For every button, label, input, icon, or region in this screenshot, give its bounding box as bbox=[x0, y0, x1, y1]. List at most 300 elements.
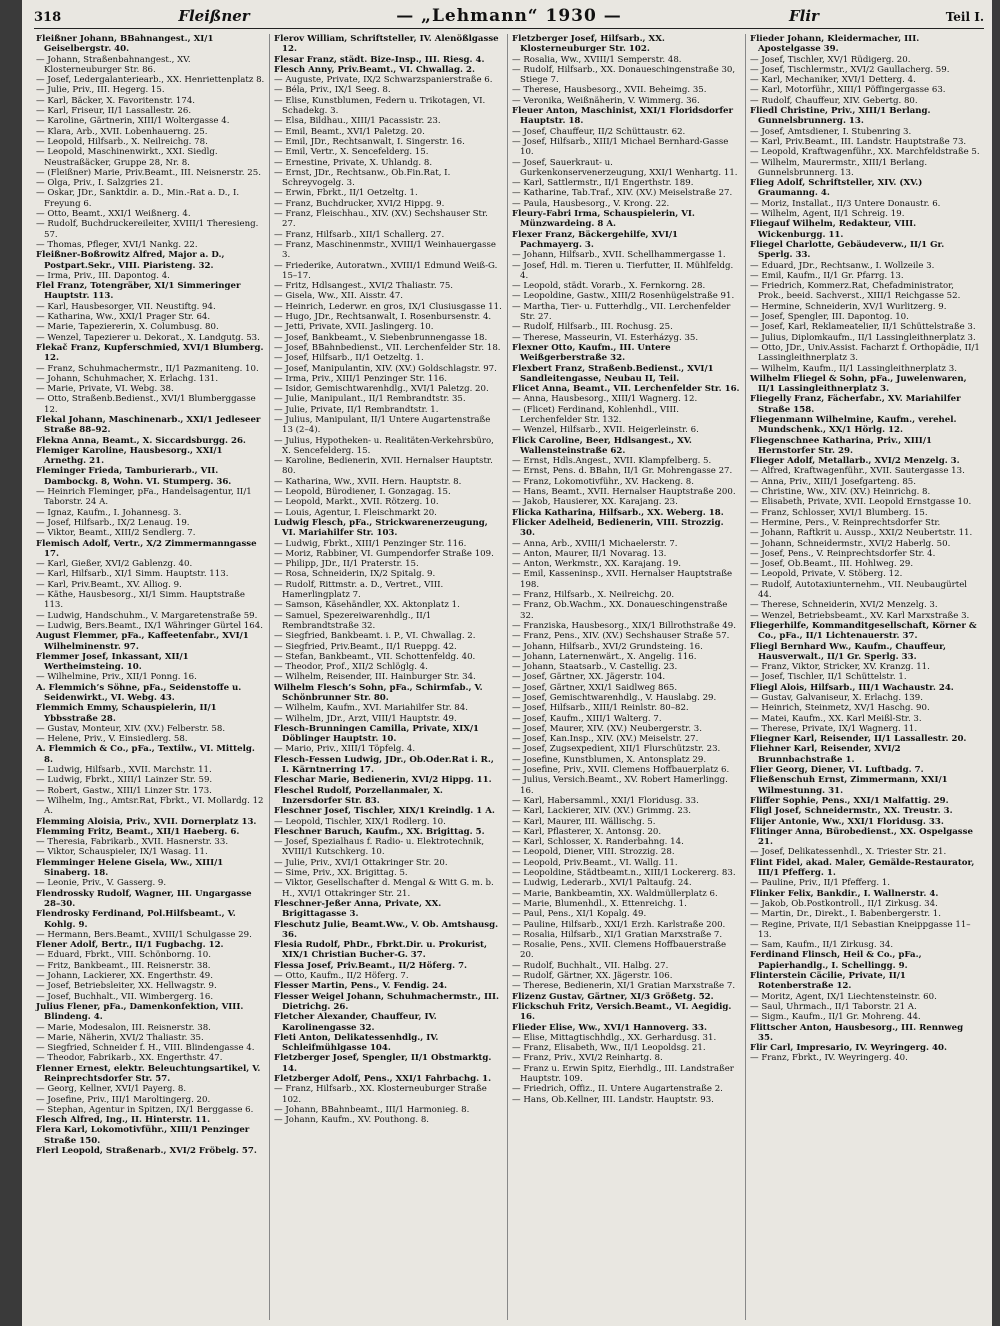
directory-entry: — Heinrich Fleminger, pFa., Handelsagentur, II/1 Taborstr. 24 A. bbox=[36, 487, 252, 508]
directory-entry: — Julie, Priv., III. Hegerg. 15. bbox=[36, 85, 165, 96]
directory-entry: — Saul, Uhrmach., II/1 Taborstr. 21 A. bbox=[750, 1001, 917, 1012]
directory-entry: — Thomas, Pfleger, XVI/1 Nankg. 22. bbox=[36, 239, 198, 250]
directory-entry: Flexbert Franz, Straßenb.Bedienst., XVI/1 Sandleitengasse, Neubau II, Teil. bbox=[512, 363, 714, 384]
directory-entry: A. Flemmich’s Söhne, pFa., Seidenstoffe u. Seidenwirkt., VI. Webg. 43. bbox=[36, 682, 242, 703]
directory-entry: — Karoline, Gärtnerin, XIII/1 Woltergasse 4. bbox=[36, 116, 230, 127]
directory-entry: — Ludwig, Hilfsarb., XVII. Marchstr. 11. bbox=[36, 765, 212, 776]
directory-entry: Fleschner Baruch, Kaufm., XX. Brigittag. 5. bbox=[274, 826, 485, 837]
directory-entry: Flesser Weigel Johann, Schuhmachermstr., III. Dietrichg. 26. bbox=[274, 991, 499, 1012]
directory-entry: Flesch-Brunningen Camilla, Private, XIX/1 Döblinger Hauptstr. 10. bbox=[274, 723, 480, 745]
directory-entry: — Veronika, Weißnäherin, V. Wimmerg. 36. bbox=[512, 95, 700, 106]
column-4 bbox=[746, 34, 984, 1320]
directory-entry: — Karl, Priv.Beamt., XV. Alliog. 9. bbox=[36, 579, 182, 590]
directory-entry: — Franz, Priv., XVI/2 Reinhartg. 8. bbox=[512, 1053, 663, 1064]
directory-entry: — Leopold, Tischler, XIX/1 Rodlerg. 10. bbox=[274, 816, 446, 827]
directory-entry: Fleschar Marie, Bedienerin, XVI/2 Hippg. 11. bbox=[274, 775, 492, 786]
directory-entry: — Louis, Agentur, I. Fleischmarkt 20. bbox=[274, 507, 437, 518]
directory-entry: Flemisch Adolf, Vertr., X/2 Zimmermanngasse 17. bbox=[36, 538, 257, 559]
directory-entry: Flicka Katharina, Hilfsarb., XX. Weberg. 18. bbox=[512, 507, 724, 518]
directory-entry: — Jakob, Ob.Postkontroll., II/1 Zirkusg. 34. bbox=[750, 898, 938, 909]
directory-entry: — Paula, Hausbesorg., V. Krong. 22. bbox=[512, 198, 670, 209]
directory-entry: — Franz, Schlosser, XVI/1 Blumberg. 15. bbox=[750, 507, 928, 518]
directory-entry: — Johann, Hilfsarb., XVI/2 Grundsteing. 16. bbox=[512, 641, 703, 652]
directory-entry: — Marie, Blumenhdl., X. Ettenreichg. 1. bbox=[512, 898, 687, 909]
directory-entry: Fleschutz Julie, Beamt.Ww., V. Ob. Amtshausg. 36. bbox=[274, 919, 499, 940]
directory-entry: Fleuer Anton, Maschinist, XXI/1 Floridsdorfer Hauptstr. 18. bbox=[512, 106, 734, 127]
directory-entry: — Karl, Bäcker, X. Favoritenstr. 174. bbox=[36, 95, 196, 106]
directory-entry: Flemminger Helene Gisela, Ww., XIII/1 Sinaberg. 18. bbox=[36, 857, 224, 879]
directory-entry: — Viktor, Beamt., XIII/2 Sendlerg. 7. bbox=[36, 528, 196, 539]
directory-entry: Flerl Leopold, Straßenarb., XVI/2 Fröbelg. 57. bbox=[36, 1146, 257, 1157]
directory-entry: Flieg Adolf, Schriftsteller, XIV. (XV.) Graumanng. 4. bbox=[750, 178, 923, 199]
directory-entry: — Karl, Sattlermstr., II/1 Engerthstr. 189. bbox=[512, 178, 694, 189]
directory-entry: — Wilhelm, Maurermstr., XIII/1 Berlang. Gunnelsbrunnerg. 13. bbox=[750, 157, 928, 178]
directory-entry: — Olga, Priv., I. Salzgries 21. bbox=[36, 178, 164, 189]
directory-entry: — Josef, Gärtner, XXI/1 Saidlweg 865. bbox=[512, 682, 678, 693]
directory-entry: Flel Franz, Totengräber, XI/1 Simmeringer Hauptstr. 113. bbox=[36, 281, 241, 302]
directory-entry: — Stefan, Bankbeamt., VII. Schottenfeldg. 40. bbox=[274, 651, 476, 662]
directory-entry: — Karl, Motorführ., XIII/1 Pöffingergasse 63. bbox=[750, 85, 946, 96]
directory-entry: — Theresia, Fabrikarb., XVII. Hasnerstr. 33. bbox=[36, 837, 229, 848]
directory-entry: — Julius, Hypotheken- u. Realitäten-Verkehrsbüro, X. Sencefelderg. 15. bbox=[274, 435, 494, 456]
directory-entry: — Heinrich, Lederwr. en gros, IX/1 Clusiusgasse 11. bbox=[274, 301, 502, 312]
directory-entry: Fliffer Sophie, Pens., XXI/1 Malfattig. 29. bbox=[750, 795, 949, 806]
directory-entry: — Rosalie, Pens., XVII. Clemens Hoffbauerstraße 20. bbox=[512, 940, 727, 961]
directory-entry: — Karoline, Bedienerin, XVII. Hernalser Hauptstr. 80. bbox=[274, 456, 493, 477]
directory-entry: — Robert, Gastw., XIII/1 Linzer Str. 173. bbox=[36, 785, 212, 796]
directory-entry: — Karl, Friseur, II/1 Lassallestr. 26. bbox=[36, 106, 192, 117]
directory-entry: Flitinger Anna, Bürobedienst., XX. Ospelgasse 21. bbox=[750, 826, 973, 848]
directory-entry: — Josef, Sauerkraut- u. Gurkenkonservenerzeugung, XXI/1 Wenhartg. 11. bbox=[512, 157, 738, 178]
directory-entry: — Franz, Pens., XIV. (XV.) Sechshauser Straße 57. bbox=[512, 631, 730, 642]
directory-entry: Fleminger Frieda, Tamburierarb., VII. Dambockg. 8, Wohn. VI. Stumperg. 36. bbox=[36, 466, 232, 487]
directory-entry: — Friedrich, Kommerz.Rat, Chefadministrator, Prok., beeid. Sachverst., XIII/1 Reichgasse 52. bbox=[750, 281, 961, 302]
directory-entry: Flittscher Anton, Hausbesorg., III. Rennweg 35. bbox=[750, 1022, 964, 1043]
directory-entry: Flesch-Fessen Ludwig, JDr., Ob.Oder.Rat i. R., I. Kärntnerring 17. bbox=[274, 754, 494, 776]
directory-entry: Fleschner Josef, Tischler, XIX/1 Kreindlg. 1 A. bbox=[274, 806, 495, 817]
directory-entry: — Julius, Versich.Beamt., XV. Robert Hamerlingg. 16. bbox=[512, 775, 728, 796]
directory-entry: Flemming Fritz, Beamt., XII/1 Haeberg. 6. bbox=[36, 826, 240, 837]
directory-entry: — Karl, Pflasterer, X. Antonsg. 20. bbox=[512, 826, 662, 837]
directory-entry: — Viktor, Gesellschafter d. Mengal & Witt G. m. b. H., XVI/1 Ottakringer Str. 21. bbox=[274, 878, 494, 899]
directory-entry: Ludwig Flesch, pFa., Strickwarenerzeugung, VI. Mariahilfer Str. 103. bbox=[274, 517, 488, 539]
directory-entry: Fliegenschnee Katharina, Priv., XIII/1 Hernstorfer Str. 29. bbox=[750, 435, 932, 456]
directory-entry: Flemiger Karoline, Hausbesorg., XXI/1 Arnethg. 21. bbox=[36, 445, 223, 467]
directory-entry: — Josef, Ob.Beamt., III. Hohlweg. 29. bbox=[750, 559, 914, 570]
directory-entry: — Julie, Manipulant., II/1 Rembrandtstr. 35. bbox=[274, 394, 466, 405]
directory-columns bbox=[32, 34, 984, 1320]
directory-entry: — Johann, Schuhmacher, X. Erlachg. 131. bbox=[36, 373, 219, 384]
directory-entry: — Moriz, Rabbiner, VI. Gumpendorfer Straße 109. bbox=[274, 548, 494, 559]
directory-entry: — Philipp, JDr., II/1 Praterstr. 15. bbox=[274, 559, 419, 570]
directory-entry: — Josef, Manipulantin, XIV. (XV.) Goldschlagstr. 97. bbox=[274, 363, 497, 374]
directory-entry: — Alfred, Kraftwagenführ., XVII. Sautergasse 13. bbox=[750, 466, 965, 477]
directory-entry: — Franz, Elisabeth, Ww., II/1 Leopoldsg. 21. bbox=[512, 1043, 706, 1054]
directory-entry: — Josef, Ledergalanteriearb., XX. Henriettenplatz 8. bbox=[36, 75, 265, 86]
directory-entry: — Josef, Gärtner, XX. Jägerstr. 104. bbox=[512, 672, 666, 683]
directory-entry: — Josef, Buchhalt., VII. Wimbergerg. 16. bbox=[36, 991, 214, 1002]
directory-entry: A. Flemmich & Co., pFa., Textilw., VI. Mittelg. 8. bbox=[36, 744, 255, 765]
directory-entry: Fleschel Rudolf, Porzellanmaler, X. Inzersdorfer Str. 83. bbox=[274, 785, 443, 806]
directory-entry: — Emil, JDr., Rechtsanwalt, I. Singerstr. 16. bbox=[274, 136, 465, 147]
directory-entry: — Paul, Pens., XI/1 Kopalg. 49. bbox=[512, 909, 647, 920]
directory-entry: Flesch Anny, Priv.Beamt., VI. Chwallag. 2. bbox=[274, 64, 475, 75]
directory-entry: — Matei, Kaufm., XX. Karl Meißl-Str. 3. bbox=[750, 713, 922, 724]
directory-entry: — Käthe, Hausbesorg., XI/1 Simm. Hauptstraße 113. bbox=[36, 590, 245, 611]
directory-entry: — Josef, Kan.Insp., XIV. (XV.) Meiselstr. 27. bbox=[512, 734, 699, 745]
directory-entry: — Ernst, Hdls.Angest., XVII. Klampfelberg. 5. bbox=[512, 456, 712, 467]
directory-entry: — Josefine, Kunstblumen, X. Antonsplatz 29. bbox=[512, 754, 707, 765]
directory-entry: — Julius, Manipulant, II/1 Untere Augartenstraße 13 (2–4). bbox=[274, 414, 491, 436]
directory-entry: — Franz, Schuhmachermstr., II/1 Pazmaniteng. 10. bbox=[36, 363, 259, 374]
directory-entry: Fließenschuh Ernst, Zimmermann, XXI/1 Wilmestunng. 31. bbox=[750, 775, 948, 796]
directory-entry: — Josef, Betriebsleiter, XX. Hellwagstr. 9. bbox=[36, 981, 217, 992]
directory-entry: — Wilhelm, Agent, II/1 Schreig. 19. bbox=[750, 209, 905, 220]
directory-entry: — Siegfried, Priv.Beamt., II/1 Rueppg. 42. bbox=[274, 641, 457, 652]
directory-entry: — Theodor, Fabrikarb., XX. Engerthstr. 47. bbox=[36, 1053, 223, 1064]
directory-entry: — Sime, Priv., XX. Brigittag. 5. bbox=[274, 868, 408, 879]
directory-entry: — Helene, Priv., V. Einsiedlerg. 58. bbox=[36, 734, 188, 745]
directory-entry: Fletzberger Adolf, Pens., XXI/1 Fahrbachg. 1. bbox=[274, 1073, 492, 1084]
directory-entry: — Stephan, Agentur in Spitzen, IX/1 Berggasse 6. bbox=[36, 1104, 254, 1115]
directory-entry: — Rudolf, Hilfsarb., XX. Donaueschingenstraße 30, Stiege 7. bbox=[512, 64, 736, 86]
header-left-keyword: Fleißner bbox=[178, 7, 250, 25]
directory-entry: — Elise, Mittagtischhdlg., XX. Gerhardusg. 31. bbox=[512, 1032, 717, 1043]
directory-entry: Flessa Josef, Priv.Beamt., II/2 Höferg. 7. bbox=[274, 960, 468, 971]
directory-entry: Flekna Anna, Beamt., X. Siccardsburgg. 26. bbox=[36, 435, 246, 446]
directory-entry: — Martin, Dr., Direkt., I. Babenbergerstr. 1. bbox=[750, 909, 941, 920]
directory-entry: Flenner Ernest, elektr. Beleuchtungsartikel, V. Reinprechtsdorfer Str. 57. bbox=[36, 1063, 261, 1084]
directory-entry: — Franz u. Erwin Spitz, Eierhdlg., III. Landstraßer Hauptstr. 109. bbox=[512, 1063, 734, 1084]
directory-entry: — Hermine, Schneiderin, XV/1 Wurlitzerg. 9. bbox=[750, 301, 947, 312]
directory-entry: — Ludwig, Handschuhm., V. Margaretenstraße 59. bbox=[36, 610, 258, 621]
directory-entry: — Auguste, Private, IX/2 Schwarzspanierstraße 6. bbox=[274, 75, 493, 86]
directory-entry: — Anna, Hausbesorg., XIII/1 Wagnerg. 12. bbox=[512, 394, 698, 405]
directory-entry: — Rosa, Schneiderin, IX/2 Spitalg. 9. bbox=[274, 569, 436, 580]
directory-entry: — Franz, Ob.Wachm., XX. Donaueschingenstraße 32. bbox=[512, 600, 728, 621]
directory-entry: — Irma, Priv., III. Dapontog. 4. bbox=[36, 270, 170, 281]
directory-entry: — Rudolf, Gärtner, XX. Jägerstr. 106. bbox=[512, 971, 673, 982]
directory-entry: — Ludwig, Fbrkt., XIII/1 Lainzer Str. 59. bbox=[36, 775, 213, 786]
directory-entry: — Rosalia, Ww., XVIII/1 Semperstr. 48. bbox=[512, 54, 682, 65]
directory-entry: — Josef, Tischler, XV/1 Rüdigerg. 20. bbox=[750, 54, 911, 65]
directory-entry: — Franz, Hilfsarb., XX. Klosterneuburger Straße 102. bbox=[274, 1084, 487, 1105]
directory-entry: — Franz, Fleischhau., XIV. (XV.) Sechshauser Str. 27. bbox=[274, 209, 488, 230]
directory-entry: — Hermann, Bers.Beamt., XVIII/1 Schulgasse 29. bbox=[36, 929, 252, 940]
directory-entry: — Ludwig, Lederarb., XVI/1 Paltaufg. 24. bbox=[512, 878, 692, 889]
directory-entry: — Wilhelmine, Priv., XII/1 Ponng. 16. bbox=[36, 672, 197, 683]
directory-entry: — Eduard, JDr., Rechtsanw., I. Wollzeile 3. bbox=[750, 260, 935, 271]
directory-entry: — Fritz, Hdlsangest., XVI/2 Thaliastr. 75. bbox=[274, 281, 454, 292]
directory-entry: Flir Carl, Impresario, IV. Weyringerg. 40. bbox=[750, 1043, 947, 1054]
directory-entry: — Johann, Staatsarb., V. Castellig. 23. bbox=[512, 662, 678, 673]
directory-entry: — Josef, Zugsexpedient, XII/1 Flurschützstr. 23. bbox=[512, 744, 721, 755]
directory-entry: Fletcher Alexander, Chauffeur, IV. Karolinengasse 32. bbox=[274, 1012, 437, 1033]
directory-entry: — Ernst, Pens. d. BBahn, II/1 Gr. Mohrengasse 27. bbox=[512, 466, 733, 477]
directory-entry: — Ernst, JDr., Rechtsanw., Ob.Fin.Rat, I. Schreyvogelg. 3. bbox=[274, 167, 451, 189]
directory-entry: Fletzberger Josef, Hilfsarb., XX. Klosterneuburger Str. 102. bbox=[512, 34, 665, 55]
directory-entry: — Josef, Kaufm., XIII/1 Walterg. 7. bbox=[512, 713, 662, 724]
directory-entry: — Rudolf, Buchdruckereileiter, XVIII/1 Theresieng. 57. bbox=[36, 219, 259, 240]
directory-entry: — Therese, Private, IX/1 Wagnerg. 11. bbox=[750, 723, 918, 734]
directory-entry: — Karl, Lackierer, XIV. (XV.) Grimmg. 23. bbox=[512, 806, 692, 817]
directory-entry: Flekač Franz, Kupferschmied, XVI/1 Blumberg. 12. bbox=[36, 342, 264, 364]
directory-entry: — Josef, Spezialhaus f. Radio- u. Elektrotechnik, XVIII/1 Kutschkerg. 10. bbox=[274, 837, 485, 858]
directory-entry: — Josef, Delikatessenhdl., X. Triester Str. 21. bbox=[750, 847, 947, 858]
directory-entry: — Béla, Priv., IX/1 Seeg. 8. bbox=[274, 85, 391, 96]
directory-entry: — Franz, Fbrkt., IV. Weyringerg. 40. bbox=[750, 1053, 908, 1064]
directory-entry: — Emil, Kasseninsp., XVII. Hernalser Hauptstraße 198. bbox=[512, 569, 733, 590]
directory-entry: — Karl, Hilfsarb., XI/1 Simm. Hauptstr. 113. bbox=[36, 569, 229, 580]
header-right-keyword: Flir bbox=[789, 7, 819, 25]
directory-entry: — Josef, Karl, Reklameatelier, II/1 Schüttelstraße 3. bbox=[750, 322, 976, 333]
directory-entry: — Josef, Amtsdiener, I. Stubenring 3. bbox=[750, 126, 912, 137]
directory-entry: — Josef, Gemischtwarenhdlg., V. Hauslabg. 29. bbox=[512, 693, 717, 703]
directory-entry: — Marie, Näherin, XVI/2 Thaliastr. 35. bbox=[36, 1032, 204, 1043]
directory-entry: — Johann, Laternenwärt., X. Angelig. 116. bbox=[512, 651, 697, 662]
directory-entry: — Gisela, Ww., XII. Aisstr. 47. bbox=[274, 291, 404, 302]
directory-entry: Fleschner-Jeßer Anna, Private, XX. Brigittagasse 3. bbox=[274, 898, 442, 920]
directory-entry: Flemmich Emmy, Schauspielerin, II/1 Ybbsstraße 28. bbox=[36, 703, 217, 724]
directory-entry: — Otto, JDr., Univ.Assist. Facharzt f. Orthopädie, II/1 Lassingleithnerplatz 3. bbox=[750, 342, 980, 364]
directory-entry: — Leopold, Kraftwagenführ., XX. Marchfeldstraße 5. bbox=[750, 147, 980, 158]
directory-entry: Flieder Elise, Ww., XVI/1 Hannoverg. 33. bbox=[512, 1022, 707, 1033]
directory-entry: Flizenz Gustav, Gärtner, XI/3 Größetg. 52. bbox=[512, 991, 714, 1002]
directory-entry: — Viktor, Schauspieler, IX/1 Wasag. 11. bbox=[36, 847, 208, 858]
directory-entry: Flijer Antonie, Ww., XXI/1 Floridusg. 33. bbox=[750, 816, 944, 827]
directory-entry: — Josef, Tischler, II/1 Schüttelstr. 1. bbox=[750, 672, 907, 683]
directory-entry: — Friederike, Autoratwn., XVIII/1 Edmund Weiß-G. 15–17. bbox=[274, 260, 498, 281]
directory-entry: — Franz, Hilfsarb., XII/1 Schallerg. 27. bbox=[274, 229, 445, 240]
directory-entry: — Sam, Kaufm., II/1 Zirkusg. 34. bbox=[750, 940, 894, 951]
directory-entry: — Johann, Lackierer, XX. Engerthstr. 49. bbox=[36, 971, 213, 982]
directory-entry: — Johann, Schneidermstr., XVI/2 Haberlg. 50. bbox=[750, 538, 951, 549]
column-2 bbox=[270, 34, 508, 1320]
directory-entry: — Rudolf, Hilfsarb., III. Rochusg. 25. bbox=[512, 322, 673, 333]
directory-entry: Flint Fidel, akad. Maler, Gemälde-Restaurator, III/1 Pfefferg. 1. bbox=[750, 857, 975, 879]
directory-entry: — Josef, BBahnbedienst., VII. Lerchenfelder Str. 18. bbox=[274, 342, 501, 353]
directory-entry: — Hans, Ob.Kellner, III. Landstr. Hauptstr. 93. bbox=[512, 1094, 714, 1105]
directory-entry: — Rudolf, Autotaxiunternehm., VII. Neubaugürtel 44. bbox=[750, 579, 968, 601]
directory-entry: Flemming Aloisia, Priv., XVII. Dornerplatz 13. bbox=[36, 816, 257, 827]
directory-entry: — Therese, Bedienerin, XI/1 Gratian Marxstraße 7. bbox=[512, 981, 736, 992]
directory-entry: Fliedl Christine, Priv., XIII/1 Berlang. Gunnelsbrunnerg. 13. bbox=[750, 106, 931, 127]
directory-entry: — Josef, Pens., V. Reinprechtsdorfer Str. 4. bbox=[750, 548, 936, 559]
directory-entry: Flesar Franz, städt. Bize-Insp., III. Riesg. 4. bbox=[274, 54, 485, 65]
directory-entry: — Anton, Maurer, II/1 Novarag. 13. bbox=[512, 548, 667, 559]
directory-entry: — Wilhelm, Ing., Amtsr.Rat, Fbrkt., VI. Mollardg. 12 A. bbox=[36, 795, 264, 817]
directory-entry: — Samson, Käsehändler, XX. Aktonplatz 1. bbox=[274, 600, 460, 611]
directory-entry: — Josefine, Priv., III/1 Maroltingerg. 20. bbox=[36, 1094, 211, 1105]
directory-entry: — Josef, Hdl. m. Tieren u. Tierfutter, II. Mühlfeldg. 4. bbox=[512, 260, 734, 281]
directory-entry: — Leonie, Priv., V. Gasserg. 9. bbox=[36, 878, 167, 889]
directory-entry: — Mario, Priv., XIII/1 Töpfelg. 4. bbox=[274, 744, 416, 755]
directory-entry: — Friedrich, Offiz., II. Untere Augartenstraße 2. bbox=[512, 1084, 723, 1095]
directory-entry: — Otto, Beamt., XXI/1 Weißnerg. 4. bbox=[36, 209, 191, 220]
directory-entry: — Rudolf, Rittmstr. a. D., Vertret., VIII. Hamerlingplatz 7. bbox=[274, 579, 444, 601]
directory-entry: — Karl, Priv.Beamt., III. Landstr. Hauptstraße 73. bbox=[750, 136, 967, 147]
directory-entry: Flesia Rudolf, PhDr., Fbrkt.Dir. u. Prokurist, XIX/1 Christian Bucher-G. 37. bbox=[274, 940, 488, 961]
directory-entry: Fleury-Fabri Irma, Schauspielerin, VI. Münzwardeing. 8 A. bbox=[512, 209, 695, 230]
directory-entry: — Julius, Diplomkaufm., II/1 Lassingleithnerplatz 3. bbox=[750, 332, 976, 343]
header-part: Teil I. bbox=[945, 10, 984, 24]
directory-entry: — Oskar, JDr., Sanktdir. a. D., Min.-Rat a. D., I. Freyung 6. bbox=[36, 188, 240, 209]
directory-entry: — Siegfried, Bankbeamt. i. P., VI. Chwallag. 2. bbox=[274, 631, 476, 642]
directory-entry: — Erwin, Fbrkt., II/1 Oetzeltg. 1. bbox=[274, 188, 418, 199]
directory-entry: — Pauline, Hilfsarb., XXI/1 Erzh. Karlstraße 200. bbox=[512, 919, 726, 930]
directory-entry: — Therese, Masseurin, VI. Esterházyg. 35. bbox=[512, 332, 699, 343]
directory-entry: — Christine, Ww., XIV. (XV.) Heinrichg. 8. bbox=[750, 487, 931, 498]
directory-entry: — (Fleißner) Marie, Priv.Beamt., III. Neisnerstr. 25. bbox=[36, 167, 261, 178]
directory-entry: — Moritz, Agent, IX/1 Liechtensteinstr. 60. bbox=[750, 991, 937, 1002]
directory-entry: — Anton, Werkmstr., XX. Karajang. 19. bbox=[512, 559, 682, 570]
directory-entry: — Sigm., Kaufm., II/1 Gr. Mohreng. 44. bbox=[750, 1012, 921, 1023]
directory-entry: — Karl, Schlosser, X. Randerbahng. 14. bbox=[512, 837, 684, 848]
directory-entry: Wilhelm Fliegel & Sohn, pFa., Juwelenwaren, II/1 Lassingleithnerplatz 3. bbox=[750, 373, 967, 395]
directory-entry: — Wilhelm, Kaufm., XVI. Mariahilfer Str. 84. bbox=[274, 703, 468, 714]
directory-entry: Fliegel Charlotte, Gebäudeverw., II/1 Gr. Sperlg. 33. bbox=[750, 239, 945, 261]
directory-entry: — Josef, Chauffeur, II/2 Schüttaustr. 62. bbox=[512, 126, 686, 137]
directory-entry: — Josef, Hilfsarb., XIII/1 Reinlstr. 80–82. bbox=[512, 703, 689, 714]
directory-entry: Flemmer Josef, Inkassant, XII/1 Wertheimsteing. 10. bbox=[36, 651, 189, 673]
directory-entry: Fleißner Johann, BBahnangest., XI/1 Geiselbergstr. 40. bbox=[36, 34, 214, 55]
directory-entry: — Wenzel, Tapezierer u. Dekorat., X. Landgutg. 53. bbox=[36, 332, 260, 343]
directory-entry: — Marie, Modesalon, III. Reisnerstr. 38. bbox=[36, 1022, 211, 1033]
directory-entry: — Anna, Arb., XVIII/1 Michaelerstr. 7. bbox=[512, 538, 678, 549]
directory-entry: — Leopoldine, Städtbeamt.n., XIII/1 Lockererg. 83. bbox=[512, 868, 736, 879]
directory-entry: — Gustav, Galvaniseur, X. Erlachg. 139. bbox=[750, 693, 923, 703]
directory-entry: — Leopold, Markt., XVII. Rötzerg. 10. bbox=[274, 497, 439, 508]
directory-entry: Fliehner Karl, Reisender, XVI/2 Brunnbachstraße 1. bbox=[750, 744, 901, 765]
directory-entry: Ferdinand Flinsch, Heil & Co., pFa., Papierhandlg., I. Schellingg. 9. bbox=[750, 950, 922, 971]
directory-entry: — Wenzel, Betriebsbeamt., XV. Karl Marxstraße 3. bbox=[750, 610, 970, 621]
directory-entry: — Josef, Spengler, III. Dapontog. 10. bbox=[750, 312, 909, 323]
directory-entry: — Karl, Gießer, XVI/2 Gablenzg. 40. bbox=[36, 559, 193, 570]
directory-entry: — Wilhelm, JDr., Arzt, VIII/1 Hauptstr. 49. bbox=[274, 713, 457, 724]
directory-entry: Flendrossky Rudolf, Wagner, III. Ungargasse 28–30. bbox=[36, 888, 252, 909]
directory-entry: — Leopoldine, Gastw., XIII/2 Rosenhügelstraße 91. bbox=[512, 291, 735, 302]
directory-entry: — Karl, Habersamml., XXI/1 Floridusg. 33. bbox=[512, 795, 699, 806]
directory-entry: — Josef, Tischlermstr., XVI/2 Gaullacherg. 59. bbox=[750, 64, 950, 75]
directory-entry: — Otto, Kaufm., II/2 Höferg. 7. bbox=[274, 971, 409, 982]
directory-entry: — Marie, Private, VI. Webg. 38. bbox=[36, 384, 174, 395]
directory-entry: — Jakob, Hausierer, XX. Karajang. 23. bbox=[512, 497, 678, 508]
page-header bbox=[34, 6, 984, 29]
directory-entry: — Leopold, städt. Vorarb., X. Fernkorng. 28. bbox=[512, 281, 706, 292]
directory-entry: — Eduard, Fbrkt., VIII. Schönborng. 10. bbox=[36, 950, 212, 961]
directory-entry: Flinker Felix, Bankdir., I. Wallnerstr. 4. bbox=[750, 888, 939, 899]
directory-entry: — Georg, Kellner, XVI/1 Payerg. 8. bbox=[36, 1084, 187, 1095]
page-number: 318 bbox=[34, 10, 62, 25]
directory-entry: — Samuel, Spezereiwarenhdlg., II/1 Rembrandtstraße 32. bbox=[274, 610, 432, 631]
directory-entry: — Leopold, Maschinenwirkt., XXI. Siedlg. Neustraßäcker, Gruppe 28, Nr. 8. bbox=[36, 147, 218, 168]
directory-entry: — Heinrich, Steinmetz, XV/1 Haschg. 90. bbox=[750, 703, 930, 714]
directory-entry: — Pauline, Priv., II/1 Pfefferg. 1. bbox=[750, 878, 891, 889]
directory-entry: — Karl, Hausbesorger, VII. Neustiftg. 94. bbox=[36, 301, 216, 312]
directory-entry: Fliegl Alois, Hilfsarb., III/1 Wachaustr. 24. bbox=[750, 682, 954, 693]
directory-entry: Flexner Otto, Kaufm., III. Untere Weißgerberstraße 32. bbox=[512, 342, 671, 364]
directory-entry: — Isidor, Gemischtwarenhdlg., XVI/1 Paletzg. 20. bbox=[274, 384, 489, 395]
column-1 bbox=[32, 34, 270, 1320]
directory-entry: — Josef, Maurer, XIV. (XV.) Neubergerstr. 3. bbox=[512, 723, 702, 734]
directory-entry: — Julie, Priv., XVI/1 Ottakringer Str. 20. bbox=[274, 857, 448, 868]
directory-entry: Fleti Anton, Delikatessenhdlg., IV. Schleifmühlgasse 104. bbox=[274, 1032, 439, 1054]
directory-entry: — Johann, Straßenbahnangest., XV. Klosterneuburger Str. 86. bbox=[36, 54, 191, 75]
directory-entry: August Flemmer, pFa., Kaffeetenfabr., XVI/1 Wilhelminenstr. 97. bbox=[36, 631, 249, 652]
column-3 bbox=[508, 34, 746, 1320]
directory-entry: Flerov William, Schriftsteller, IV. Alenößlgasse 12. bbox=[274, 34, 499, 55]
directory-entry: — Wilhelm, Kaufm., II/1 Lassingleithnerplatz 3. bbox=[750, 363, 957, 374]
directory-entry: — Marie, Bankbeamtin, XX. Waldmüllerplatz 6. bbox=[512, 888, 718, 899]
directory-entry: — Franziska, Hausbesorg., XIX/1 Billrothstraße 49. bbox=[512, 620, 736, 631]
directory-entry: — Therese, Schneiderin, XVI/2 Menzelg. 3. bbox=[750, 600, 938, 611]
directory-entry: — Marie, Tapeziererin, X. Columbusg. 80. bbox=[36, 322, 219, 333]
directory-entry: Flieder Johann, Kleidermacher, III. Apostelgasse 39. bbox=[750, 34, 920, 55]
directory-entry: — Moriz, Installat., II/3 Untere Donaustr. 6. bbox=[750, 198, 941, 209]
directory-entry: — Ludwig, Bers.Beamt., IX/1 Währinger Gürtel 164. bbox=[36, 620, 263, 631]
directory-entry: Flesser Martin, Pens., V. Fendig. 24. bbox=[274, 981, 448, 992]
directory-entry: — Therese, Hausbesorg., XVII. Beheimg. 35. bbox=[512, 85, 707, 96]
directory-entry: — Josef, Hilfsarb., IX/2 Lenaug. 19. bbox=[36, 517, 190, 528]
directory-entry: Flieger Adolf, Metallarb., XVI/2 Menzelg. 3. bbox=[750, 456, 960, 467]
directory-entry: — Ignaz, Kaufm., I. Johannesg. 3. bbox=[36, 507, 182, 518]
directory-entry: — (Flicet) Ferdinand, Kohlenhdl., VIII. Lerchenfelder Str. 132. bbox=[512, 404, 680, 425]
directory-entry: Flier Georg, Diener, VI. Luftbadg. 7. bbox=[750, 765, 924, 776]
directory-entry: — Gustav, Monteur, XIV. (XV.) Felberstr. 58. bbox=[36, 723, 226, 734]
directory-entry: Flicet Anna, Beamt., VII. Lerchenfelder Str. 16. bbox=[512, 384, 740, 395]
directory-entry: — Josefine, Priv., XVII. Clemens Hoffbauerplatz 6. bbox=[512, 765, 730, 776]
directory-entry: Flera Karl, Lokomotivführ., XIII/1 Penzinger Straße 150. bbox=[36, 1125, 250, 1146]
directory-entry: — Julie, Private, II/1 Rembrandtstr. 1. bbox=[274, 404, 439, 415]
directory-entry: — Emil, Kaufm., II/1 Gr. Pfarrg. 13. bbox=[750, 270, 904, 281]
directory-entry: — Wilhelm, Reisender, III. Hainburger Str. 34. bbox=[274, 672, 476, 683]
directory-entry: Flinterstein Cäcilie, Private, II/1 Rotenberstraße 12. bbox=[750, 971, 906, 992]
directory-entry: — Elisabeth, Private, XVII. Leopold Ernstgasse 10. bbox=[750, 497, 972, 508]
directory-entry: — Otto, Straßenb.Bedienst., XVI/1 Blumberggasse 12. bbox=[36, 394, 256, 415]
directory-entry: — Fritz, Bankbeamt., III. Reisnerstr. 38. bbox=[36, 960, 211, 971]
directory-entry: — Josef, Hilfsarb., XIII/1 Michael Bernhard-Gasse 10. bbox=[512, 136, 729, 158]
directory-entry: Flendrosky Ferdinand, Pol.Hilfsbeamt., V. Kohlg. 9. bbox=[36, 909, 236, 930]
directory-entry: Flexer Franz, Bäckergehilfe, XVI/1 Pachmayerg. 3. bbox=[512, 229, 678, 250]
directory-entry: — Josef, Hilfsarb., II/1 Oetzeltg. 1. bbox=[274, 353, 424, 364]
directory-entry: — Karl, Mechaniker, XVI/1 Detterg. 4. bbox=[750, 75, 916, 86]
directory-entry: — Hermine, Pers., V. Reinprechtsdorfer Str. bbox=[750, 517, 941, 528]
directory-entry: — Leopold, Hilfsarb., X. Neilreichg. 78. bbox=[36, 136, 208, 147]
directory-entry: Wilhelm Flesch’s Sohn, pFa., Schirmfab., V. Schönbrunner Str. 80. bbox=[274, 682, 483, 703]
directory-entry: — Ludwig, Fbrkt., XIII/1 Penzinger Str. 116. bbox=[274, 538, 467, 549]
directory-entry: — Elsa, Bildhau., XIII/1 Pacassistr. 23. bbox=[274, 116, 441, 127]
directory-entry: — Karl, Maurer, III. Wällischg. 5. bbox=[512, 816, 656, 827]
directory-entry: Fligl Josef, Schneidermstr., XX. Treustr. 3. bbox=[750, 806, 953, 817]
directory-entry: Fliegerhilfe, Kommanditgesellschaft, Körner & Co., pFa., II/1 Lichtenauerstr. 37. bbox=[750, 620, 977, 642]
directory-entry: Fliegauf Wilhelm, Redakteur, VIII. Wickenburgg. 11. bbox=[750, 219, 917, 240]
directory-entry: — Jetti, Private, XVII. Jaslingerg. 10. bbox=[274, 322, 434, 333]
directory-entry: — Siegfried, Schneider f. H., VIII. Blindengasse 4. bbox=[36, 1043, 255, 1054]
directory-entry: — Franz, Buchdrucker, XVI/2 Hippg. 9. bbox=[274, 198, 445, 209]
directory-entry: Flicker Adelheid, Bedienerin, VIII. Strozzig. 30. bbox=[512, 517, 724, 539]
directory-entry: — Katharina, Ww., XXI/1 Prager Str. 64. bbox=[36, 312, 211, 323]
directory-entry: Flesch Alfred, Ing., II. Hinterstr. 11. bbox=[36, 1115, 211, 1126]
directory-entry: — Franz, Maschinenmstr., XVIII/1 Weinhauergasse 3. bbox=[274, 239, 497, 261]
directory-entry: — Leopold, Priv.Beamt., VI. Wallg. 11. bbox=[512, 857, 678, 868]
directory-entry: — Johann, BBahnbeamt., III/1 Harmonieg. 8. bbox=[274, 1104, 470, 1115]
directory-entry: Fleißner-Boßrowitz Alfred, Major a. D., Postpart.Sekr., VIII. Piaristeng. 32. bbox=[36, 250, 225, 271]
directory-entry: Fliegl Bernhard Ww., Kaufm., Chauffeur, Hausverwalt., II/1 Gr. Sperlg. 33. bbox=[750, 641, 946, 662]
header-title: — „Lehmann“ 1930 — bbox=[396, 6, 622, 26]
directory-entry: — Emil, Beamt., XVI/1 Paletzg. 20. bbox=[274, 126, 425, 137]
directory-entry: — Leopold, Bürodiener, I. Gonzagag. 15. bbox=[274, 487, 451, 498]
directory-entry: — Martha, Tier- u. Futterhdlg., VII. Lerchenfelder Str. 27. bbox=[512, 301, 731, 323]
